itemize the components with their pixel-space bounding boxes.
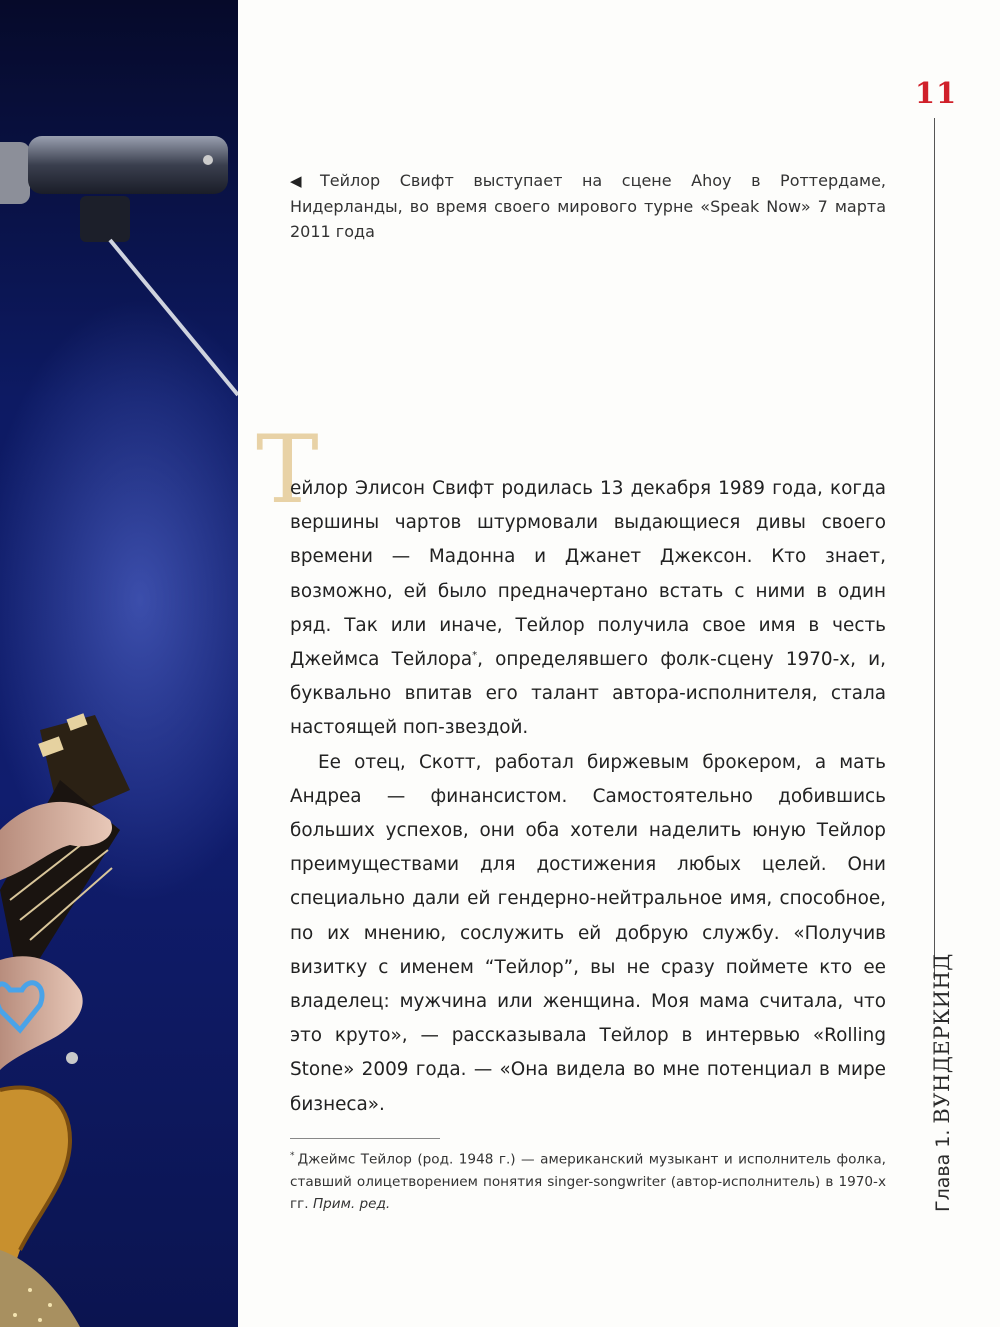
paragraph-1-text: ейлор Элисон Свифт родилась 13 декабря 1989 года, когда вершины чартов штурмовали выдающиеся дивы своего времени — Мадонна и Джанет Джексон. Кто знает, возможно, ей было предначертано встать с ними в один ряд. Так или иначе, Тейлор получила свое имя в честь Джеймса Тейлора: [290, 478, 886, 671]
margin-rule: [934, 118, 935, 980]
caption-text: Тейлор Свифт выступает на сцене Ahoy в Роттердаме, Нидерланды, во время своего мирового турне «Speak Now» 7 марта 2011 года: [290, 171, 886, 241]
paragraph-1-text-end: , определявшего фолк-сцену 1970-х, и, буквально впитав его талант автора-исполнителя, стала настоящей поп-звездой.: [290, 649, 886, 739]
footnote-mark: *: [472, 649, 478, 661]
page-number: 11: [914, 76, 958, 110]
chapter-name: ВУНДЕРКИНД: [930, 953, 954, 1124]
footnote-divider: [290, 1138, 440, 1139]
concert-photo: [0, 0, 238, 1327]
chapter-label: Глава 1.: [932, 1129, 954, 1212]
footnote-text: Джеймс Тейлор (род. 1948 г.) — американский музыкант и исполнитель фолка, ставший олицетворением понятия singer-songwriter (автор-исполнитель) в 1970-х гг.: [290, 1151, 886, 1212]
left-arrow-icon: ◀: [290, 172, 317, 190]
footnote: [290, 1145, 886, 1215]
paragraph-1: [290, 472, 886, 746]
body-text: [290, 472, 886, 1122]
editor-note: Прим. ред.: [312, 1195, 391, 1212]
photo-caption: [290, 168, 886, 244]
footnote-star: *: [290, 1151, 295, 1161]
drop-cap: Т: [256, 416, 319, 525]
paragraph-2: Ее отец, Скотт, работал биржевым брокером, а мать Андреа — финансистом. Самостоятельно добившись больших успехов, они оба хотели наделить юную Тейлор преимуществами для достижения любых целей. Они специально дали ей гендерно-нейтральное имя, способное, по их мнению, сослужить ей добрую службу. «Получив визитку с именем “Тейлор”, вы не сразу поймете кто ее владелец: мужчина или женщина. Моя мама считала, что это круто», — рассказывала Тейлор в интервью «Rolling Stone» 2009 года. — «Она видела во мне потенциал в мире бизнеса».: [290, 751, 886, 1115]
microphone-guitar-photo-icon: [0, 0, 238, 1327]
running-chapter-title: [930, 953, 954, 1212]
